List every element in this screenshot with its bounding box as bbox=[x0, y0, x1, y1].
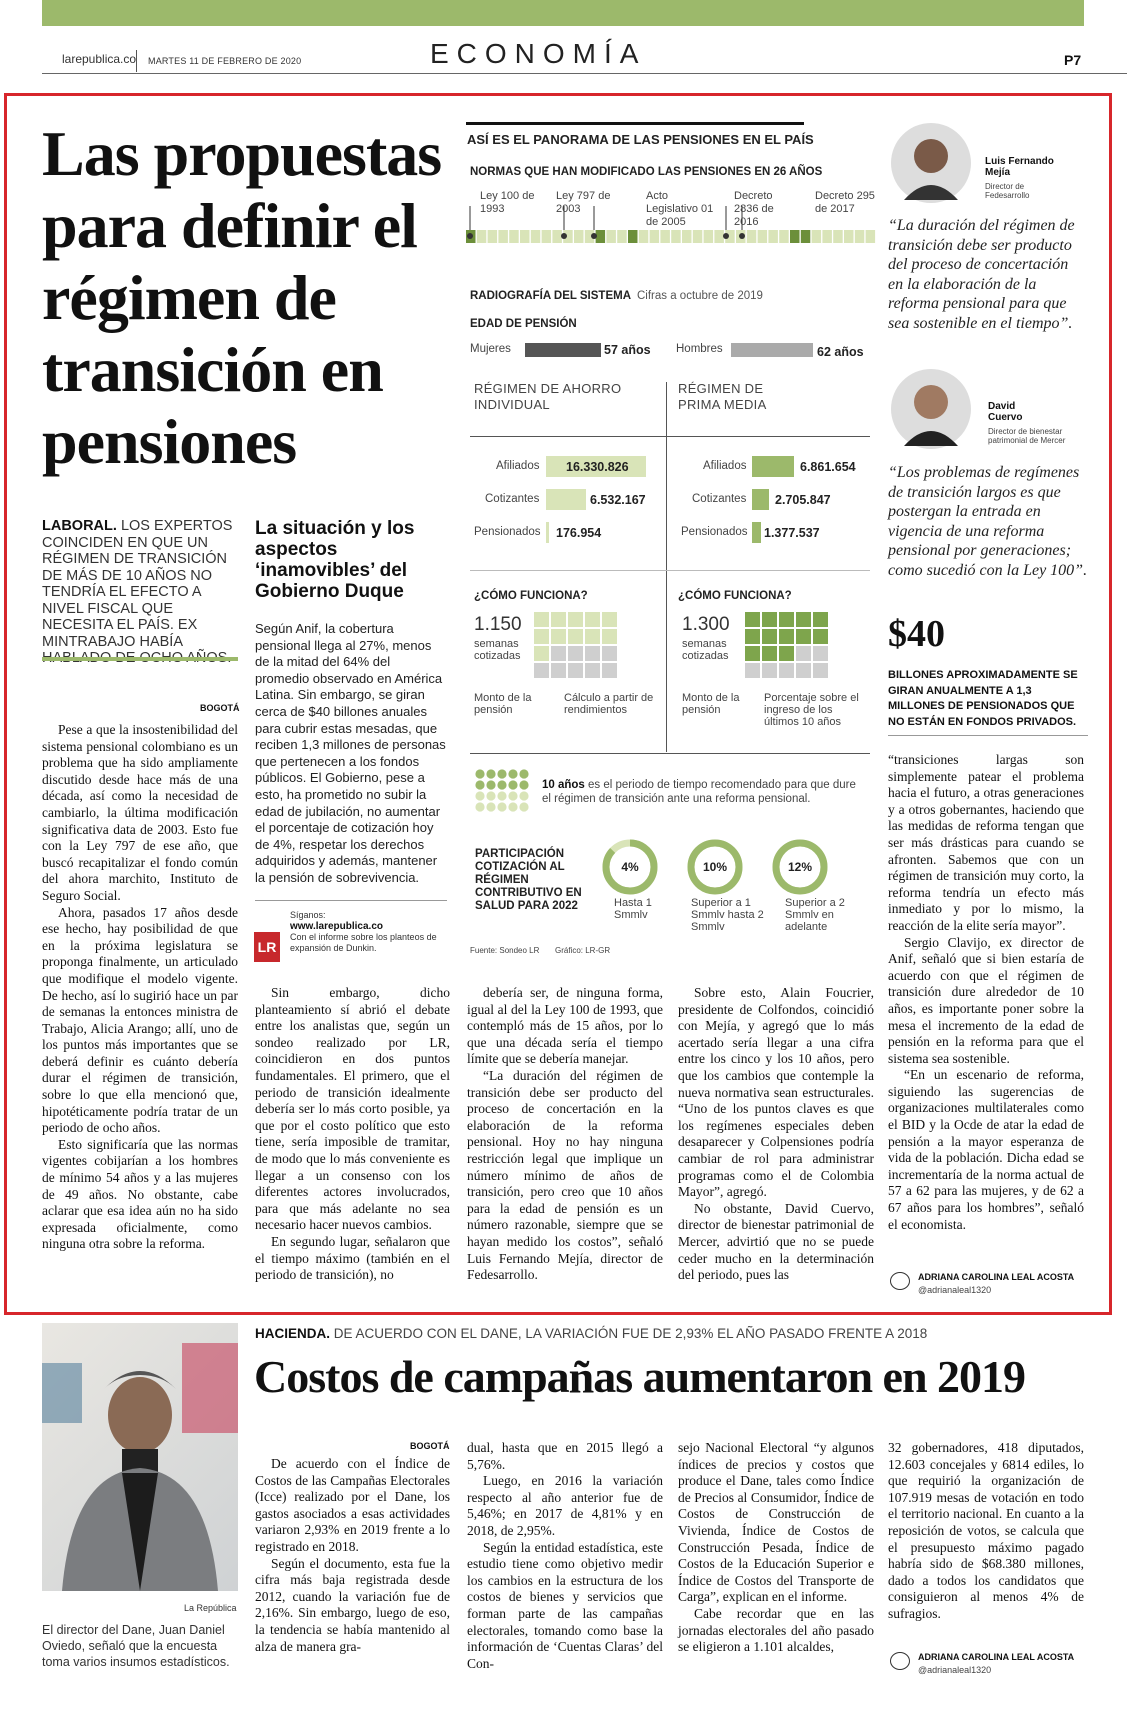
week-cell bbox=[602, 646, 617, 661]
timeline-segment bbox=[714, 230, 724, 243]
quote-name: David Cuervo bbox=[988, 401, 1023, 423]
weeks-label: semanas cotizadas bbox=[682, 638, 729, 662]
row-label: Cotizantes bbox=[692, 493, 747, 505]
bottom-kicker bbox=[255, 1326, 927, 1341]
article-byline: ADRIANA CAROLINA LEAL ACOSTA bbox=[918, 1272, 1075, 1282]
bottom-column-2 bbox=[467, 1440, 663, 1672]
week-cell bbox=[551, 663, 566, 678]
photo-caption: El director del Dane, Juan Daniel Oviedo, señaló que la encuesta toma varios insumos estadísticos. bbox=[42, 1623, 230, 1669]
timeline-marker bbox=[561, 233, 567, 239]
hombres-value: 62 años bbox=[817, 345, 864, 359]
como-funciona-rais: ¿CÓMO FUNCIONA? bbox=[474, 590, 588, 602]
week-cell bbox=[796, 612, 811, 627]
years-text: es el periodo de tiempo recomendado para que dure el régimen de transición ante una reforma pensional. bbox=[542, 779, 856, 805]
timeline-segment bbox=[542, 230, 552, 243]
timeline-segment bbox=[812, 230, 822, 243]
rpm-pensionados: 1.377.537 bbox=[764, 526, 820, 540]
regime-rule bbox=[470, 570, 870, 571]
paragraph: En segundo lugar, señalaron que el tiempo máximo (también en el periodo de transición), no bbox=[255, 1233, 450, 1283]
bottom-column-3 bbox=[678, 1440, 874, 1656]
paragraph: Según el documento, esta fue la cifra más baja registrada desde 2012, cuando la variación fue de 2,16%. Sin embargo, luego de eso, la tendencia se había mantenido al alza de manera gra- bbox=[255, 1555, 450, 1654]
year-dot bbox=[497, 769, 506, 778]
paragraph: Ahora, pasados 17 años desde ese hecho, hay posibilidad de que en la próxima legislatura se proponga finalmente, un articulado que modifique el modelo vigente. De hecho, así lo sugirió hace un par de semanas la entonces ministra de Trabajo, Alicia Arango; allí, uno de los puntos más importantes que se deberá definir es cuánto debería durar el régimen de transición, sobre lo que ella mencionó que, hipotéticamente podría tratar de un periodo de ocho años. bbox=[42, 904, 238, 1136]
week-cell bbox=[762, 612, 777, 627]
stat-text: BILLONES APROXIMADAMENTE SE GIRAN ANUALMENTE A 1,3 MILLONES DE PENSIONADOS QUE NO ESTÁN EN FONDOS PRIVADOS. bbox=[888, 669, 1078, 728]
article-column-4 bbox=[678, 985, 874, 1284]
week-cell bbox=[534, 612, 549, 627]
week-cell bbox=[534, 629, 549, 644]
years-dot-grid bbox=[474, 768, 534, 816]
years-note bbox=[542, 778, 862, 806]
year-dot bbox=[508, 780, 517, 789]
ring-percent: 10% bbox=[702, 860, 728, 874]
sidebar-headline: La situación y los aspectos ‘inamovibles’ del Gobierno Duque bbox=[255, 518, 415, 602]
week-cell bbox=[779, 612, 794, 627]
rais-weeks: 1.150 bbox=[474, 614, 522, 635]
timeline-segment bbox=[704, 230, 714, 243]
stat-value: $40 bbox=[888, 613, 945, 655]
timeline-segment bbox=[531, 230, 541, 243]
week-cell bbox=[568, 663, 583, 678]
author-handle[interactable]: @adrianaleal1320 bbox=[918, 1285, 992, 1295]
year-dot bbox=[519, 791, 528, 800]
timeline-segment bbox=[520, 230, 530, 243]
year-dot bbox=[475, 802, 484, 811]
section-title: ECONOMÍA bbox=[430, 38, 647, 69]
week-cell bbox=[779, 629, 794, 644]
timeline-segment bbox=[758, 230, 768, 243]
social-icon bbox=[890, 1272, 910, 1290]
follow-text: Con el informe sobre los planteos de expansión de Dunkin. bbox=[290, 932, 437, 953]
header-rule bbox=[42, 73, 1127, 74]
paragraph: “En un escenario de reforma, siguiendo las sugerencias de organizaciones multilaterales como el BID y la Ocde de atar la edad de pensión a la mayor esperanza de vida de la población. Dicha edad se incrementaría de la norma actual de 57 a 62 para las mujeres, y de 62 a 67 años para los hombres”, señaló el economista. bbox=[888, 1067, 1084, 1232]
week-cell bbox=[813, 629, 828, 644]
week-cell bbox=[534, 663, 549, 678]
timeline-marker bbox=[739, 233, 745, 239]
timeline-segment bbox=[552, 230, 562, 243]
bottom-author-handle[interactable]: @adrianaleal1320 bbox=[918, 1665, 992, 1675]
week-cell bbox=[745, 646, 760, 661]
week-cell bbox=[779, 663, 794, 678]
year-dot bbox=[519, 769, 528, 778]
rais-calc: Cálculo a partir de rendimientos bbox=[564, 692, 654, 716]
bottom-column-1 bbox=[255, 1456, 450, 1655]
timeline-segment bbox=[833, 230, 843, 243]
issue-date: MARTES 11 DE FEBRERO DE 2020 bbox=[148, 56, 302, 66]
sidebar-rule bbox=[255, 900, 447, 901]
timeline-segment bbox=[693, 230, 703, 243]
article-column-5 bbox=[888, 752, 1084, 1233]
bottom-kicker-label: HACIENDA. bbox=[255, 1326, 331, 1341]
top-color-bar bbox=[42, 0, 1084, 26]
article-column-2 bbox=[255, 985, 450, 1284]
timeline-label: Decreto 2836 de 2016 bbox=[734, 190, 774, 228]
rpm-calc: Porcentaje sobre el ingreso de los últimos 10 años bbox=[764, 692, 859, 728]
page-number: P7 bbox=[1064, 52, 1082, 68]
week-cell bbox=[813, 612, 828, 627]
week-cell bbox=[568, 646, 583, 661]
paragraph: Según la entidad estadística, este estudio tiene como objetivo medir los cambios en la estructura de los costos de bienes y servicios que forman parte de las campañas electorales, tomando como base la información de ‘Cuentas Claras’ del Con- bbox=[467, 1539, 663, 1671]
week-cell bbox=[551, 646, 566, 661]
year-dot bbox=[475, 769, 484, 778]
rais-pensionados-bar bbox=[546, 522, 549, 543]
timeline-segment bbox=[768, 230, 778, 243]
paragraph: Sobre esto, Alain Foucrier, presidente de Colfondos, coincidió con Mejía, y agregó que lo más acertado sería llegar a una cifra entre los cinco y los 10 años, pero que los cambios que contemple la nueva normativa sean estructurales. “Uno de los puntos claves es que los regímenes especiales deben desaparecer y Colpensiones podría cambiar de rol para administrar programas como el de Colombia Mayor”, agregó. bbox=[678, 985, 874, 1200]
rpm-cotizantes: 2.705.847 bbox=[775, 493, 831, 507]
article-column-1 bbox=[42, 722, 238, 1253]
timeline-segment bbox=[509, 230, 519, 243]
year-dot bbox=[497, 780, 506, 789]
rpm-weeks-grid bbox=[745, 612, 829, 680]
regime-rule bbox=[470, 436, 870, 437]
year-dot bbox=[486, 802, 495, 811]
timeline-segment bbox=[779, 230, 789, 243]
week-cell bbox=[796, 629, 811, 644]
mujeres-bar bbox=[525, 343, 601, 357]
paragraph: 32 gobernadores, 418 diputados, 12.603 concejales y 6814 ediles, lo que requirió la organización de 107.919 mesas de votación en todo el territorio nacional. En cuanto a la reposición de votos, se calcula que el presupuesto máximo pagado habría sido de $68.380 millones, dado a todos los candidatos que consiguieron al menos 4% de sufragios. bbox=[888, 1440, 1084, 1621]
week-cell bbox=[745, 612, 760, 627]
regime-rule bbox=[470, 753, 870, 754]
quote-role: Director de bienestar patrimonial de Mercer bbox=[988, 427, 1066, 445]
follow-box bbox=[290, 910, 450, 954]
ring-label: Hasta 1 Smmlv bbox=[614, 897, 652, 921]
week-cell bbox=[762, 646, 777, 661]
bottom-byline: ADRIANA CAROLINA LEAL ACOSTA bbox=[918, 1652, 1075, 1662]
years-bold: 10 años bbox=[542, 779, 585, 791]
infographic-top-rule bbox=[466, 122, 804, 125]
como-funciona-rpm: ¿CÓMO FUNCIONA? bbox=[678, 590, 792, 602]
follow-url[interactable]: www.larepublica.co bbox=[290, 921, 383, 932]
row-label: Afiliados bbox=[703, 460, 747, 472]
week-cell bbox=[602, 663, 617, 678]
paragraph: “transiciones largas son simplemente patear el problema hacia el futuro, a otras generaciones y a otros gobernantes, haciendo que las medidas de reforma tengan que ser más drásticas para cuando se afronten. Sabemos que con un régimen de transición muy corto, la reforma tendría un efecto más inmediato y por lo mismo, la reacción de la elite sería mayor”. bbox=[888, 752, 1084, 933]
participation-rings bbox=[600, 834, 870, 900]
rais-weeks-grid bbox=[534, 612, 618, 680]
site-url: larepublica.co bbox=[62, 52, 137, 66]
paragraph: Luego, en 2016 la variación respecto al año anterior fue de 5,46%; en 2017 de 4,81% y en 2018, de 2,95%. bbox=[467, 1473, 663, 1538]
week-cell bbox=[568, 629, 583, 644]
edad-title: EDAD DE PENSIÓN bbox=[470, 318, 577, 330]
year-dot bbox=[508, 769, 517, 778]
lede-rule bbox=[42, 657, 238, 661]
portrait-mejia bbox=[890, 122, 972, 204]
lede-text: LOS EXPERTOS COINCIDEN EN QUE UN RÉGIMEN DE TRANSICIÓN DE MÁS DE 10 AÑOS NO TENDRÍA EL EFECTO A NIVEL FISCAL QUE NECESITA EL PAÍS. EX MINTRABAJO HABÍA bbox=[42, 518, 233, 650]
dateline: BOGOTÁ bbox=[410, 1441, 450, 1451]
timeline-segment bbox=[498, 230, 508, 243]
week-cell bbox=[796, 646, 811, 661]
timeline-segment bbox=[628, 230, 638, 243]
rais-cotizantes-bar bbox=[546, 489, 586, 510]
article-column-3 bbox=[467, 985, 663, 1284]
quote-name: Luis Fernando Mejía bbox=[985, 156, 1054, 178]
timeline-segment bbox=[844, 230, 854, 243]
week-cell bbox=[585, 612, 600, 627]
year-dot bbox=[497, 802, 506, 811]
paragraph: “La duración del régimen de transición debe ser producto del proceso de concertación en la elaboración de la reforma pensional. Hoy no hay ninguna restricción legal que implique un número mínimo de años de transición, pero creo que 10 años para la edad de pensión es un número razonable, siempre que se hayan medido los costos”, señaló Luis Fernando Mejía, director de Fedesarrollo. bbox=[467, 1067, 663, 1283]
timeline-segment bbox=[596, 230, 606, 243]
timeline-segment bbox=[574, 230, 584, 243]
week-cell bbox=[779, 646, 794, 661]
participacion-title: PARTICIPACIÓN COTIZACIÓN AL RÉGIMEN CONTRIBUTIVO EN SALUD PARA 2022 bbox=[475, 848, 582, 912]
article-headline: Las propuestas para definir el régimen de transición en pensiones bbox=[42, 118, 442, 477]
person-photo bbox=[42, 1323, 238, 1591]
lr-logo: LR bbox=[254, 932, 280, 962]
monto-label: Monto de la pensión bbox=[474, 692, 532, 716]
rpm-pensionados-bar bbox=[752, 522, 761, 543]
week-cell bbox=[796, 663, 811, 678]
mujeres-value: 57 años bbox=[604, 343, 651, 357]
rpm-cotizantes-bar bbox=[752, 489, 769, 510]
week-cell bbox=[568, 612, 583, 627]
timeline-marker bbox=[723, 233, 729, 239]
timeline-segment bbox=[790, 230, 800, 243]
year-dot bbox=[508, 791, 517, 800]
rais-afiliados: 16.330.826 bbox=[566, 460, 629, 474]
rpm-weeks: 1.300 bbox=[682, 614, 730, 635]
pull-quote: “La duración del régimen de transición debe ser producto del proceso de concertación en la elaboración de la reforma pensional para que sea sostenible en el tiempo”. bbox=[888, 217, 1075, 332]
week-cell bbox=[585, 646, 600, 661]
row-label: Pensionados bbox=[474, 526, 541, 538]
timeline-title: NORMAS QUE HAN MODIFICADO LAS PENSIONES EN 26 AÑOS bbox=[470, 166, 823, 178]
rpm-afiliados: 6.861.654 bbox=[800, 460, 856, 474]
article-lede bbox=[42, 518, 240, 667]
pull-quote: “Los problemas de regímenes de transición largos es que postergan la entrada en vigencia de una reforma pensional por generaciones; como sucedió con la Ley 100”. bbox=[888, 464, 1088, 579]
bottom-headline: Costos de campañas aumentaron en 2019 bbox=[254, 1351, 1026, 1402]
header-divider bbox=[136, 50, 137, 72]
year-dot bbox=[519, 780, 528, 789]
timeline-segment bbox=[477, 230, 487, 243]
photo-credit: La República bbox=[184, 1603, 237, 1613]
timeline-label: Ley 100 de 1993 bbox=[480, 190, 535, 215]
timeline-segment bbox=[617, 230, 627, 243]
paragraph: Cabe recordar que en las jornadas electorales del año pasado se eligieron a 1.101 alcaldes, bbox=[678, 1605, 874, 1655]
timeline-segment bbox=[606, 230, 616, 243]
dateline: BOGOTÁ bbox=[200, 703, 240, 713]
quote-role: Director de Fedesarrollo bbox=[985, 182, 1030, 200]
timeline-segment bbox=[747, 230, 757, 243]
week-cell bbox=[534, 646, 549, 661]
bottom-column-4 bbox=[888, 1440, 1084, 1623]
week-cell bbox=[745, 663, 760, 678]
row-label: Pensionados bbox=[681, 526, 748, 538]
rais-title: RÉGIMEN DE AHORRO INDIVIDUAL bbox=[474, 381, 622, 412]
week-cell bbox=[745, 629, 760, 644]
hombres-label: Hombres bbox=[676, 343, 723, 355]
year-dot bbox=[519, 802, 528, 811]
year-dot bbox=[475, 780, 484, 789]
week-cell bbox=[551, 612, 566, 627]
weeks-label: semanas cotizadas bbox=[474, 638, 521, 662]
ring-percent: 12% bbox=[787, 860, 813, 874]
paragraph: Sin embargo, dicho planteamiento sí abrió el debate entre los analistas que, según un sondeo realizado por LR, coincidieron en dos puntos fundamentales. El primero, que el periodo de transición idealmente debería ser lo más corto posible, ya que por el costo político que esto tiene, sería imposible de tramitar, de modo que lo más conveniente es llegar a un consenso con los diferentes actores involucrados, para que más adelante no sea necesario hacer nuevos cambios. bbox=[255, 985, 450, 1233]
timeline-segment bbox=[801, 230, 811, 243]
row-label: Cotizantes bbox=[485, 493, 540, 505]
hombres-bar bbox=[731, 343, 813, 357]
ring-percent: 4% bbox=[621, 860, 639, 874]
radiografia-note: Cifras a octubre de 2019 bbox=[636, 290, 763, 302]
timeline-segment bbox=[639, 230, 649, 243]
timeline-segment bbox=[660, 230, 670, 243]
radiografia-title bbox=[470, 290, 763, 302]
timeline-segment bbox=[488, 230, 498, 243]
rpm-afiliados-bar bbox=[752, 456, 794, 477]
year-dot bbox=[486, 769, 495, 778]
paragraph: No obstante, David Cuervo, director de bienestar patrimonial de Mercer, advirtió que no se puede ceder mucho en la determinación del periodo, pues las bbox=[678, 1200, 874, 1283]
follow-label: Síganos: bbox=[290, 910, 326, 920]
regime-divider bbox=[666, 382, 667, 752]
timeline-segment bbox=[855, 230, 865, 243]
rais-cotizantes: 6.532.167 bbox=[590, 493, 646, 507]
row-label: Afiliados bbox=[496, 460, 540, 472]
paragraph: dual, hasta que en 2015 llegó a 5,76%. bbox=[467, 1440, 663, 1472]
year-dot bbox=[475, 791, 484, 800]
bottom-kicker-text: DE ACUERDO CON EL DANE, LA VARIACIÓN FUE DE 2,93% EL AÑO PASADO FRENTE A 2018 bbox=[333, 1326, 928, 1341]
week-cell bbox=[813, 663, 828, 678]
timeline-segment bbox=[822, 230, 832, 243]
week-cell bbox=[762, 629, 777, 644]
paragraph: Esto significaría que las normas vigentes cobijarían a los hombres de mínimo 54 años y a las mujeres de 49 años. No obstante, cabe aclarar que esa idea aún no ha sido expresada oficialmente, como ninguna otra sobre la reforma. bbox=[42, 1136, 238, 1252]
ring-label: Superior a 1 Smmlv hasta 2 Smmlv bbox=[691, 897, 764, 933]
paragraph: sejo Nacional Electoral “y algunos índices de precios y costos que produce el Dane, tales como Índice de Precios al Consumidor, Índice de Costos de Construcción de Vivienda, Índice de Costos de Construcción Pesada, Índice de Costos de la Educación Superior e Índice de Costos del Transporte de Carga”, explican en el informe. bbox=[678, 1440, 874, 1605]
paragraph: De acuerdo con el Índice de Costos de las Campañas Electorales (Icce) realizado por el Dane, los gastos asociados a esas actividades variaron 2,93% en 2019 frente a lo registrado en 2018. bbox=[255, 1456, 450, 1554]
week-cell bbox=[585, 663, 600, 678]
timeline-segment bbox=[650, 230, 660, 243]
timeline-marker bbox=[591, 233, 597, 239]
radiografia-label: RADIOGRAFÍA DEL SISTEMA bbox=[470, 290, 631, 302]
timeline-marker bbox=[467, 233, 473, 239]
timeline-segment bbox=[682, 230, 692, 243]
week-cell bbox=[762, 663, 777, 678]
paragraph: Sergio Clavijo, ex director de Anif, señaló que si bien estaría de acuerdo con que el régimen de transición dure alrededor de 10 años, es importante poner sobre la mesa el incremento de la edad de pensión en la reforma para que el sistema sea sostenible. bbox=[888, 934, 1084, 1066]
year-dot bbox=[486, 780, 495, 789]
ring-label: Superior a 2 Smmlv en adelante bbox=[785, 897, 845, 933]
year-dot bbox=[497, 791, 506, 800]
source-note: Fuente: Sondeo LR bbox=[470, 946, 540, 955]
mujeres-label: Mujeres bbox=[470, 343, 511, 355]
week-cell bbox=[813, 646, 828, 661]
timeline-label: Decreto 295 de 2017 bbox=[815, 190, 875, 215]
rpm-title: RÉGIMEN DE PRIMA MEDIA bbox=[678, 381, 767, 412]
week-cell bbox=[602, 629, 617, 644]
timeline-segment bbox=[671, 230, 681, 243]
photo-oviedo bbox=[42, 1323, 238, 1591]
infographic-title: ASÍ ES EL PANORAMA DE LAS PENSIONES EN EL PAÍS bbox=[467, 132, 814, 147]
timeline-segment bbox=[866, 230, 876, 243]
social-icon bbox=[890, 1652, 910, 1670]
lede-kicker: LABORAL. bbox=[42, 518, 117, 534]
sidebar-text: Según Anif, la cobertura pensional llega al 27%, menos de la mitad del 64% del promedio observado en América Latina. Sin embargo, se giran cerca de $40 billones anuales para cubrir estas mesadas, que reciben 1,3 millones de personas que pertenecen a los fondos públicos. El Gobierno, pese a esto, ha prometido no subir la edad de jubilación, no aumentar el porcentaje de cotización hoy de 4%, respetar los derechos adquiridos y además, mantener la pensión de sobrevivencia. bbox=[255, 621, 446, 885]
rais-pensionados: 176.954 bbox=[556, 526, 602, 540]
year-dot bbox=[486, 791, 495, 800]
paragraph: Pese a que la insostenibilidad del sistema pensional colombiano es un problema que ha sido ampliamente discutido desde hace más de una década, así como la necesidad de cambiarlo, la última modificación significativa data de 2003. Esto fue con la Ley 797 de ese año, que buscó recapitalizar el fondo común del ahora marchito, Instituto de Seguro Social. bbox=[42, 722, 238, 903]
timeline-label: Acto Legislativo 01 de 2005 bbox=[646, 190, 714, 228]
portrait-cuervo bbox=[890, 368, 972, 450]
week-cell bbox=[551, 629, 566, 644]
stat-rule bbox=[888, 735, 1088, 736]
graphic-credit: Gráfico: LR-GR bbox=[555, 946, 611, 955]
week-cell bbox=[585, 629, 600, 644]
week-cell bbox=[602, 612, 617, 627]
monto-label: Monto de la pensión bbox=[682, 692, 740, 716]
paragraph: debería ser, de ninguna forma, igual al del la Ley 100 de 1993, que contempló más de 15 años, por lo que una década sería el tiempo límite que se debería manejar. bbox=[467, 985, 663, 1067]
timeline-label: Ley 797 de 2003 bbox=[556, 190, 611, 215]
year-dot bbox=[508, 802, 517, 811]
